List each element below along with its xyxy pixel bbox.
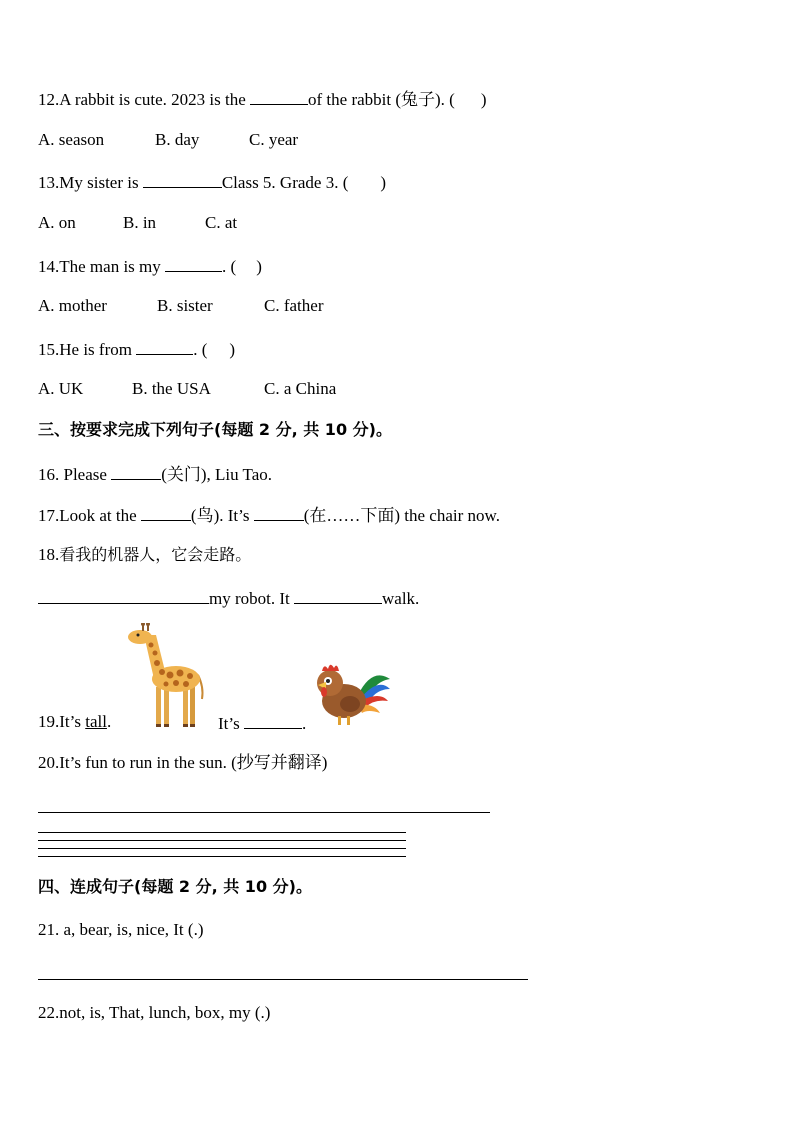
option-a[interactable]: A. on (38, 213, 76, 232)
answer-blank[interactable] (244, 712, 302, 729)
option-c[interactable]: C. a China (264, 379, 337, 398)
options-15 (38, 379, 336, 399)
question-19-left: 19.It’s tall. (38, 712, 112, 731)
option-a[interactable]: A. mother (38, 296, 107, 315)
answer-blank[interactable] (250, 88, 308, 105)
option-a[interactable]: A. season (38, 130, 105, 149)
rooster-image (310, 661, 392, 727)
question-17: 17.Look at the (鸟). It’s (在……下面) the chair now. (38, 506, 500, 525)
section-heading-4: 四、连成句子(每题 2 分, 共 10 分)。 (38, 877, 312, 896)
answer-blank[interactable] (294, 587, 382, 604)
option-c[interactable]: C. father (264, 296, 324, 315)
underlined-word: tall (85, 712, 107, 731)
answer-blank[interactable] (111, 463, 161, 480)
answer-18: my robot. It walk. (38, 587, 419, 609)
answer-blank[interactable] (254, 504, 304, 521)
question-13: 13.My sister is Class 5. Grade 3. ( ) (38, 173, 387, 192)
question-19-right: It’s . (218, 714, 307, 733)
option-c[interactable]: C. year (249, 130, 299, 149)
giraffe-image (126, 623, 206, 729)
options-12 (38, 130, 298, 150)
answer-line[interactable] (38, 848, 406, 849)
question-16: 16. Please (关门), Liu Tao. (38, 465, 273, 484)
answer-blank[interactable] (143, 171, 222, 188)
answer-blank[interactable] (38, 587, 209, 604)
answer-line[interactable] (38, 840, 406, 841)
option-b[interactable]: B. sister (157, 296, 213, 315)
answer-blank[interactable] (141, 504, 191, 521)
answer-line[interactable] (38, 979, 528, 980)
answer-blank[interactable] (136, 338, 193, 355)
answer-line[interactable] (38, 812, 490, 813)
question-22: 22.not, is, That, lunch, box, my (.) (38, 1003, 271, 1022)
question-21: 21. a, bear, is, nice, It (.) (38, 920, 204, 939)
question-18: 18.看我的机器人，它会走路。 (38, 545, 252, 564)
section-heading-3: 三、按要求完成下列句子(每题 2 分, 共 10 分)。 (38, 420, 392, 439)
question-14: 14.The man is my . ( ) (38, 257, 262, 276)
option-b[interactable]: B. day (155, 130, 200, 149)
options-14 (38, 296, 323, 316)
answer-line[interactable] (38, 832, 406, 833)
question-20: 20.It’s fun to run in the sun. (抄写并翻译) (38, 753, 328, 772)
question-12: 12.A rabbit is cute. 2023 is the of the rabbit (兔子). ( ) (38, 90, 487, 109)
question-15: 15.He is from . ( ) (38, 340, 236, 359)
option-c[interactable]: C. at (205, 213, 238, 232)
answer-line[interactable] (38, 856, 406, 857)
answer-blank[interactable] (165, 255, 222, 272)
option-b[interactable]: B. the USA (132, 379, 211, 398)
option-b[interactable]: B. in (123, 213, 157, 232)
options-13 (38, 213, 237, 233)
option-a[interactable]: A. UK (38, 379, 84, 398)
